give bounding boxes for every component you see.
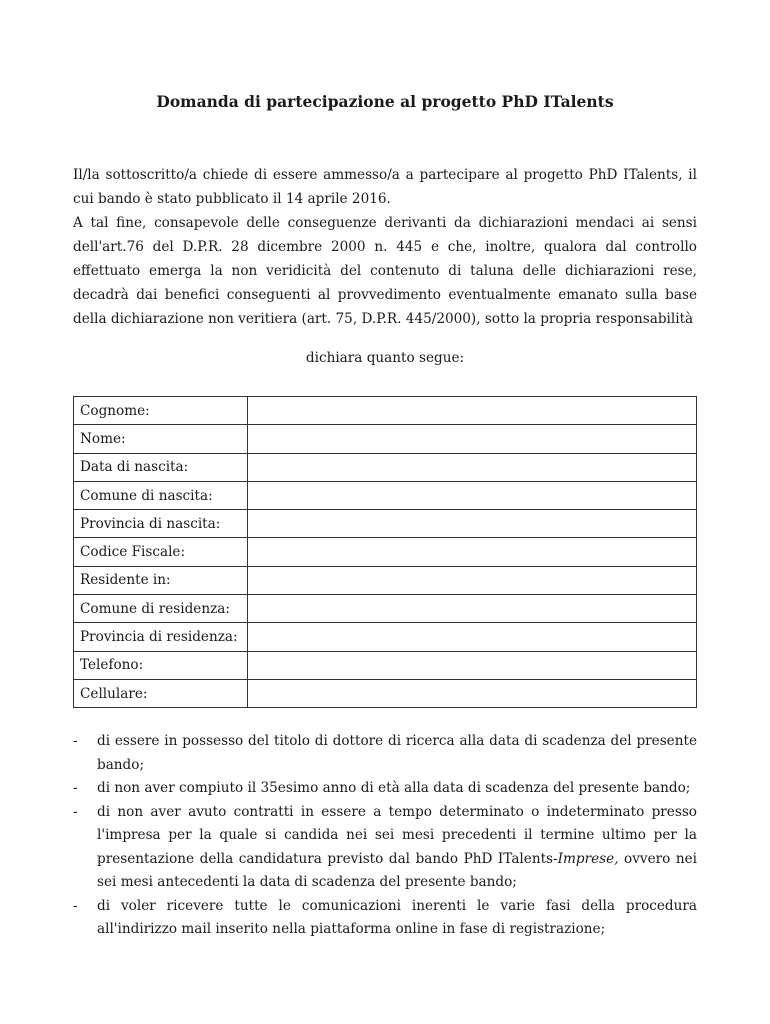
list-item	[73, 895, 697, 942]
field-value-cognome[interactable]	[248, 397, 697, 425]
field-label-telefono: Telefono:	[74, 651, 248, 679]
table-row	[74, 679, 697, 707]
table-row	[74, 481, 697, 509]
field-value-codice-fiscale[interactable]	[248, 538, 697, 566]
field-label-comune-nascita: Comune di nascita:	[74, 481, 248, 509]
field-label-cellulare: Cellulare:	[74, 679, 248, 707]
field-value-comune-residenza[interactable]	[248, 595, 697, 623]
table-row	[74, 397, 697, 425]
page-title: Domanda di partecipazione al progetto PhD ITalents	[156, 92, 614, 111]
table-row	[74, 453, 697, 481]
list-item	[73, 777, 697, 801]
declaration-text: di non aver compiuto il 35esimo anno di età alla data di scadenza del presente bando;	[97, 780, 691, 796]
field-label-provincia-nascita: Provincia di nascita:	[74, 510, 248, 538]
declares-heading: dichiara quanto segue:	[305, 350, 465, 366]
intro-paragraph-2: A tal fine, consapevole delle conseguenze derivanti da dichiarazioni mendaci ai sensi dell'art.76 del D.P.R. 28 dicembre 2000 n. 445 e che, inoltre, qualora dal controllo effettuato emerga la non veridicità del contenuto di taluna delle dichiarazioni rese, decadrà dai benefici conseguenti al provvedimento eventualmente emanato sulla base della dichiarazione non veritiera (art. 75, D.P.R. 445/2000), sotto la propria responsabilità	[73, 215, 697, 327]
declaration-text: di voler ricevere tutte le comunicazioni inerenti le varie fasi della procedura all'indirizzo mail inserito nella piattaforma online in fase di registrazione;	[97, 897, 697, 937]
bullet-dash: -	[73, 780, 78, 796]
field-value-comune-nascita[interactable]	[248, 481, 697, 509]
field-value-residente-in[interactable]	[248, 566, 697, 594]
bullet-dash: -	[73, 803, 78, 820]
intro-paragraph-1: Il/la sottoscritto/a chiede di essere ammesso/a a partecipare al progetto PhD ITalents, il cui bando è stato pubblicato il 14 aprile 2016.	[73, 167, 697, 207]
field-label-data-nascita: Data di nascita:	[74, 453, 248, 481]
field-label-nome: Nome:	[74, 425, 248, 453]
declaration-text: ovvero nei sei mesi antecedenti la data di scadenza del presente bando;	[97, 850, 697, 890]
field-label-residente-in: Residente in:	[74, 566, 248, 594]
intro-text	[73, 163, 697, 331]
field-value-nome[interactable]	[248, 425, 697, 453]
list-item	[73, 730, 697, 777]
field-label-codice-fiscale: Codice Fiscale:	[74, 538, 248, 566]
list-item	[73, 801, 697, 895]
table-row	[74, 623, 697, 651]
field-value-cellulare[interactable]	[248, 679, 697, 707]
field-value-provincia-residenza[interactable]	[248, 623, 697, 651]
field-value-data-nascita[interactable]	[248, 453, 697, 481]
field-label-comune-residenza: Comune di residenza:	[74, 595, 248, 623]
bullet-dash: -	[73, 897, 78, 914]
field-label-provincia-residenza: Provincia di residenza:	[74, 623, 248, 651]
personal-data-table	[73, 396, 697, 708]
table-row	[74, 651, 697, 679]
bullet-dash: -	[73, 733, 78, 749]
declaration-text: di non aver avuto contratti in essere a tempo determinato o indeterminato presso l'impresa per la quale si candida nei sei mesi precedenti il termine ultimo per la presentazione della candidatura previsto dal bando PhD ITalents-	[97, 803, 697, 867]
table-row	[74, 566, 697, 594]
field-label-cognome: Cognome:	[74, 397, 248, 425]
table-row	[74, 538, 697, 566]
table-row	[74, 425, 697, 453]
declaration-text: di essere in possesso del titolo di dottore di ricerca alla data di scadenza del presente bando;	[97, 733, 697, 773]
field-value-telefono[interactable]	[248, 651, 697, 679]
declarations-list	[73, 730, 697, 942]
field-value-provincia-nascita[interactable]	[248, 510, 697, 538]
table-row	[74, 595, 697, 623]
table-row	[74, 510, 697, 538]
declaration-italic-text: Imprese,	[557, 850, 619, 867]
